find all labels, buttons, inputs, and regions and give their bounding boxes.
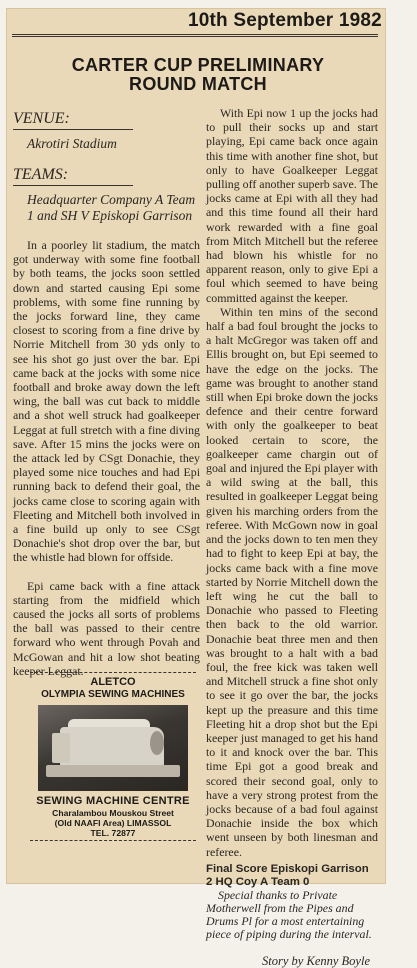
ad-address-1: Charalambou Mouskou Street [52,808,174,818]
date-rule [12,34,378,35]
left-article-text [13,238,200,678]
teams-underline [13,185,133,186]
article-paragraph: Within ten mins of the second half a bad foul brought the jocks to a halt McGregor was taken off and Ellis brought on, but Epi seemed to have the edge on the jocks. The game was brought to another stand still when Epi broke down the jocks defence and their centre forward with only the goalkeeper to beat looked certain to score, the goalkeeper came chargin out of goal and injured the Epi player with a wild swing at the ball, this resulted in goalkeeper Leggat being given his marching orders from the referee. With McGown now in goal and the jocks down to ten men they had to fight to keep Epi at bay, the jocks came back with a fine move started by Norrie Mitchell down the left wing he cut the ball to Donachie who passed to Fleeting then back to the old warrior. Donachie beat three men and then was brought to a halt with a bad foul, the free kick was taken well and Mitchell struck a fine shot only to see it go over the bar, the jocks kept up the preasure and this time Fleeting hit a drop shot but the Epi keeper just managed to get his hand to it and knock over the bar. This time Epi got a good break and scored their second goal, only to have a very strong protest from the jocks because of a bad foul against Donachie inside the box which went unseen by both linesman and referee. [206,304,378,859]
date-rule-double [12,36,378,37]
ad-telephone: TEL. 72877 [90,828,136,838]
ad-address-2: (Old NAAFI Area) LIMASSOL [54,818,172,828]
article-paragraph: Epi came back with a fine attack starting from the midfield which caused the jocks all sorts of problems the ball was passed to their centre forward who went through Povah and McGowan and hit a low shot beating keeper Leggat. [13,578,200,678]
headline [18,56,378,94]
ad-brand: ALETCO [90,676,136,688]
headline-line-2: ROUND MATCH [129,74,267,94]
final-score: Final Score Episkopi Garrison 2 HQ Coy A Team 0 [206,862,369,888]
special-thanks: Special thanks to Private Motherwell from the Pipes and Drums Pl for a most entertaining piece of piping during the interval. [206,887,372,942]
issue-date: 10th September 1982 [188,10,382,31]
ad-top-border [30,672,196,674]
venue-value: Akrotiri Stadium [27,136,117,151]
article-paragraph: In a poorley lit stadium, the match got underway with some fine football by both teams, the jocks soon settled down and started causing Epi some problems, with some fine running by the jocks forward line, they came closest to scoring from a fine drive by Norrie Mitchell from 30 yds only to see his shot go just over the bar. Epi came back at the jocks with some nice football and broke away down the left wing, the ball was cut back to middle and a shot well struck had goalkeeper Leggat at full stretch with a fine diving save. After 15 mins the jocks were on the attack led by CSgt Donachie, they played some nice touches and had Epi running back to defend their goal, the jocks came close to scoring again with Fleeting and Mitchell both involved in a fine build up only to see CSgt Donachie's shot drop over the bar, but the whistle had blown for offside. [13,238,200,565]
sewing-machine-advert [30,672,196,872]
ad-centre-name: SEWING MACHINE CENTRE [36,795,190,807]
byline: Story by Kenny Boyle [262,953,370,968]
sewing-machine-photo [38,705,188,791]
headline-line-1: CARTER CUP PRELIMINARY [71,55,325,75]
ad-product: OLYMPIA SEWING MACHINES [41,689,185,700]
right-column [206,106,378,968]
teams-label: TEAMS: [13,166,69,183]
ad-bottom-border [30,840,196,842]
right-article-text [206,106,378,859]
teams-value: Headquarter Company A Team 1 and SH V Episkopi Garrison [27,192,196,223]
left-column [13,110,200,678]
article-paragraph: With Epi now 1 up the jocks had to pull their socks up and start playing, Epi came back once again this time with another fine shot, but only to have Goalkeeper Leggat pulling off another superb save. The jocks came at Epi with all they had and this time found all their hard work rewarded with a fine goal from Mitch Mitchell but the referee had blown his whistle for no apparent reason, only to give Epi a foul which seemed to have being committed against the keeper. [206,106,378,305]
venue-underline [13,129,133,130]
venue-label: VENUE: [13,110,70,127]
